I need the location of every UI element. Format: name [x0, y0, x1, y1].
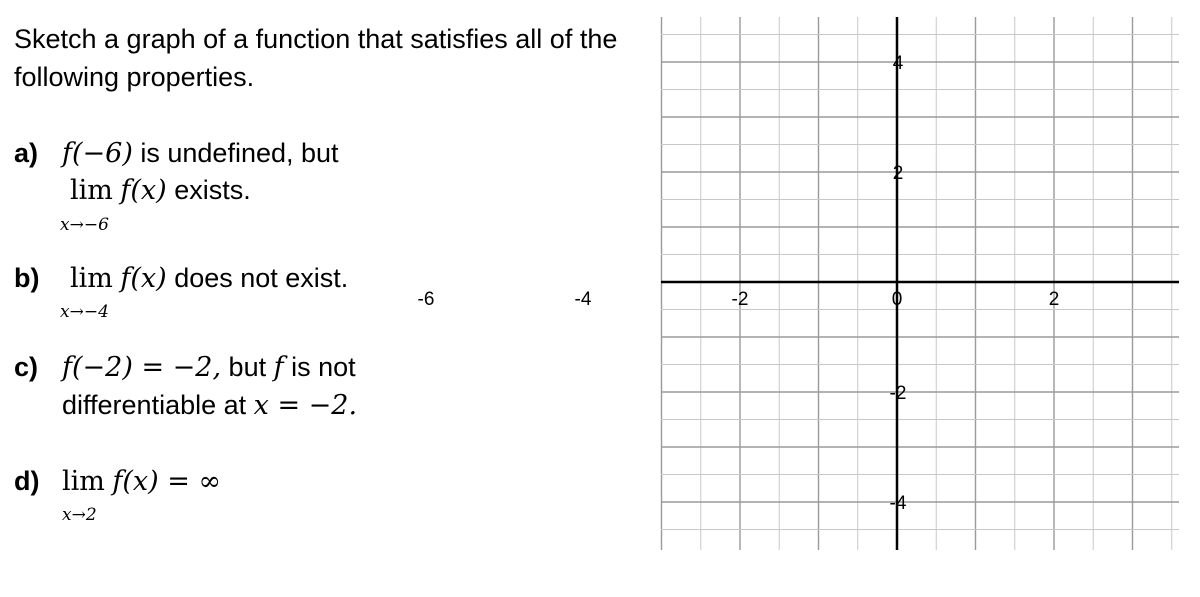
- y-tick-label: -4: [889, 493, 907, 514]
- property-a-line1: [62, 135, 339, 172]
- property-c-line2-math: x = −2.: [253, 390, 358, 421]
- property-b-text: does not exist.: [166, 263, 349, 293]
- property-c-label: c): [14, 352, 39, 382]
- property-c: [14, 349, 614, 429]
- property-a-label: a): [14, 138, 39, 168]
- y-tick-label: 2: [892, 163, 904, 184]
- property-b-subscript: x→−4: [60, 302, 109, 322]
- property-b: [14, 260, 614, 320]
- coordinate-grid: [417, 0, 1200, 597]
- y-tick-label: 4: [892, 53, 904, 74]
- x-tick-label: 2: [1048, 289, 1060, 310]
- property-c-line2-text: differentiable at: [62, 390, 254, 420]
- property-d-lim: lim: [62, 466, 105, 497]
- property-b-label: b): [14, 263, 40, 293]
- property-c-line2: [62, 387, 357, 424]
- property-b-line: [70, 260, 348, 297]
- y-tick-label: -2: [889, 383, 907, 404]
- property-c-line1: [62, 349, 356, 386]
- property-c-text1: but: [221, 352, 274, 382]
- property-d-label: d): [14, 466, 40, 496]
- property-a-f-of-minus6: f(−6): [62, 138, 133, 169]
- property-a-subscript: x→−6: [60, 215, 109, 235]
- property-d-subscript: x→2: [62, 505, 97, 525]
- property-d: [14, 463, 614, 523]
- property-a-line1-text: is undefined, but: [132, 138, 339, 168]
- x-tick-label: -4: [574, 289, 592, 310]
- property-d-line: [62, 463, 221, 500]
- prompt-text: Sketch a graph of a function that satisfies all of the following properties.: [14, 24, 618, 92]
- property-c-f: f: [273, 352, 284, 383]
- x-tick-label: 0: [891, 289, 903, 310]
- property-c-text2: is not: [283, 352, 356, 382]
- x-tick-label: -6: [417, 289, 435, 310]
- property-a-line2-text: exists.: [166, 175, 251, 205]
- property-c-math: f(−2) = −2,: [62, 352, 222, 383]
- property-a-fx: f(x): [120, 175, 167, 206]
- x-tick-label: -2: [731, 289, 749, 310]
- grid-svg: [417, 0, 1200, 597]
- property-a-lim: lim: [70, 175, 113, 206]
- property-b-fx: f(x): [120, 263, 167, 294]
- property-b-lim: lim: [70, 263, 113, 294]
- property-d-fx: f(x): [112, 466, 159, 497]
- property-d-eq: = ∞: [158, 466, 221, 497]
- property-a-line2: [70, 172, 251, 209]
- property-a: [14, 135, 614, 235]
